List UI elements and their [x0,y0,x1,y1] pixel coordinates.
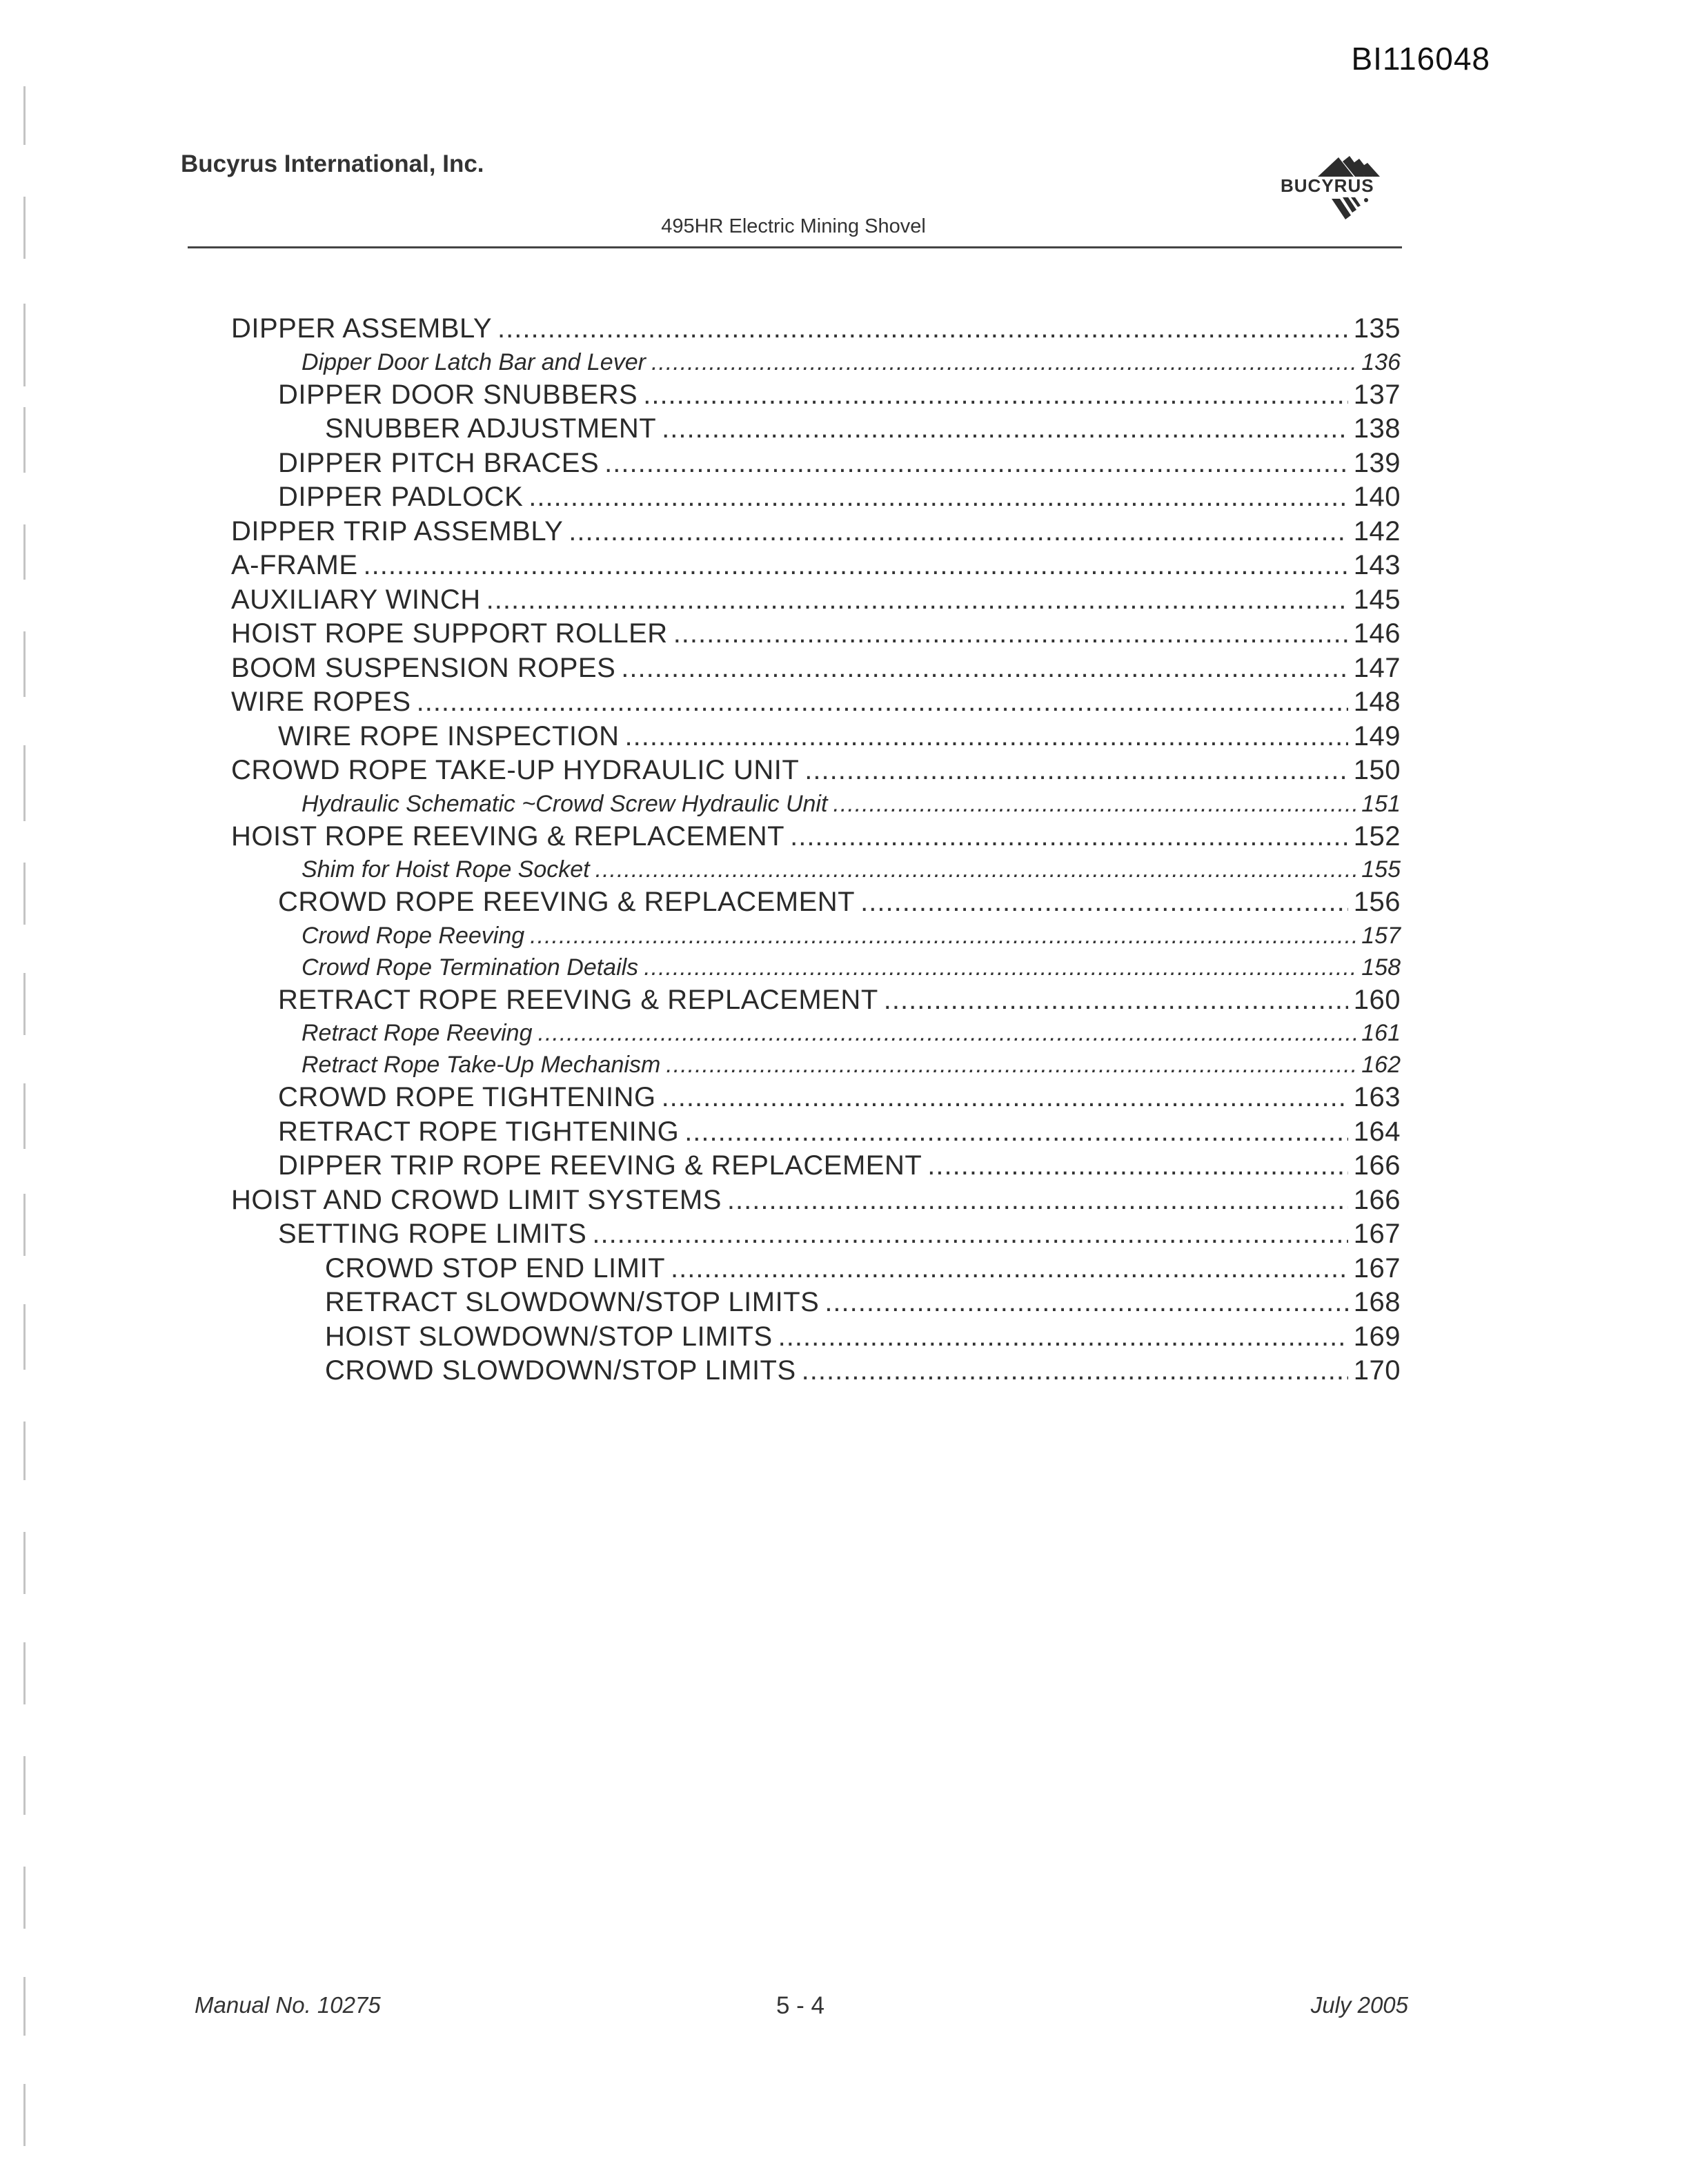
header-rule [188,246,1402,248]
toc-entry-title: Dipper Door Latch Bar and Lever [302,348,646,375]
toc-dot-leader [673,617,1348,651]
toc-entry-page: 143 [1353,550,1401,580]
toc-entry-title: WIRE ROPE INSPECTION [278,720,620,751]
toc-entry-page: 149 [1353,720,1401,751]
toc-dot-leader [529,480,1348,515]
toc-entry-page: 166 [1353,1150,1401,1181]
toc-entry-title: RETRACT ROPE TIGHTENING [278,1116,680,1147]
toc-entry-page: 155 [1361,856,1401,883]
toc-entry-page: 150 [1353,755,1401,785]
toc-entry [231,515,1401,549]
toc-entry-page: 170 [1353,1355,1401,1386]
toc-entry-page: 137 [1353,379,1401,410]
toc-entry-page: 135 [1353,313,1401,344]
toc-entry-title: CROWD ROPE REEVING & REPLACEMENT [278,887,856,917]
document-id: BI116048 [1351,41,1490,77]
toc-dot-leader [538,1017,1356,1049]
toc-entry-title: Retract Rope Reeving [302,1020,533,1046]
toc-entry-title: Crowd Rope Reeving [302,922,525,949]
toc-dot-leader [778,1320,1348,1355]
toc-dot-leader [802,1354,1348,1388]
svg-text:BUCYRUS: BUCYRUS [1281,175,1374,196]
toc-entry [231,1286,1401,1320]
toc-entry-title: DIPPER DOOR SNUBBERS [278,379,638,410]
toc-entry [231,446,1401,481]
toc-entry-page: 157 [1361,922,1401,949]
toc-entry [231,854,1401,885]
toc-entry-title: CROWD SLOWDOWN/STOP LIMITS [325,1355,796,1386]
toc-dot-leader [662,1081,1348,1115]
toc-dot-leader [790,820,1348,854]
toc-entry [231,1252,1401,1286]
toc-dot-leader [833,788,1356,820]
toc-entry [231,1081,1401,1115]
toc-entry [231,378,1401,413]
toc-dot-leader [884,983,1348,1018]
toc-entry-title: RETRACT SLOWDOWN/STOP LIMITS [325,1287,820,1317]
toc-entry [231,412,1401,446]
toc-dot-leader [727,1183,1348,1218]
toc-entry [231,583,1401,618]
toc-entry-title: AUXILIARY WINCH [231,584,481,615]
toc-entry-title: RETRACT ROPE REEVING & REPLACEMENT [278,984,878,1015]
toc-entry-title: SNUBBER ADJUSTMENT [325,413,657,444]
toc-entry-title: CROWD ROPE TIGHTENING [278,1082,656,1112]
toc-entry-page: 167 [1353,1219,1401,1249]
document-subtitle: 495HR Electric Mining Shovel [661,215,926,237]
toc-entry-title: DIPPER ASSEMBLY [231,313,493,344]
toc-entry-page: 145 [1353,584,1401,615]
toc-dot-leader [824,1286,1347,1320]
toc-entry-title: WIRE ROPES [231,687,411,717]
toc-entry-title: DIPPER TRIP ASSEMBLY [231,515,564,547]
toc-entry-page: 161 [1361,1020,1401,1046]
toc-dot-leader [625,720,1348,754]
toc-entry-title: Crowd Rope Termination Details [302,954,639,981]
page-number: 5 - 4 [776,1992,825,2019]
toc-entry-title: BOOM SUSPENSION ROPES [231,652,616,683]
toc-entry [231,788,1401,820]
toc-entry-title: DIPPER TRIP ROPE REEVING & REPLACEMENT [278,1150,922,1181]
toc-entry-title: DIPPER PADLOCK [278,482,524,512]
toc-dot-leader [666,1049,1356,1081]
toc-entry [231,720,1401,754]
toc-entry-page: 138 [1353,413,1401,444]
toc-dot-leader [417,685,1348,720]
toc-entry-page: 166 [1353,1184,1401,1215]
binder-hole-marks [23,0,28,2184]
toc-entry [231,685,1401,720]
toc-dot-leader [671,1252,1348,1286]
toc-entry-page: 140 [1353,482,1401,512]
toc-dot-leader [684,1115,1348,1150]
toc-dot-leader [927,1149,1347,1183]
toc-dot-leader [497,312,1348,346]
toc-entry-page: 146 [1353,618,1401,649]
toc-entry-title: Shim for Hoist Rope Socket [302,856,590,883]
toc-entry-page: 139 [1353,447,1401,478]
toc-entry [231,346,1401,378]
toc-entry [231,920,1401,952]
toc-dot-leader [644,952,1356,983]
toc-dot-leader [651,346,1356,378]
toc-entry-title: A-FRAME [231,550,358,580]
toc-entry [231,1115,1401,1150]
toc-entry-title: Retract Rope Take-Up Mechanism [302,1052,661,1078]
table-of-contents [231,312,1401,1388]
toc-entry-page: 152 [1353,820,1401,852]
toc-entry [231,1049,1401,1081]
toc-dot-leader [662,412,1348,446]
toc-entry [231,1217,1401,1252]
toc-dot-leader [860,885,1348,920]
toc-entry [231,480,1401,515]
toc-entry-title: CROWD ROPE TAKE-UP HYDRAULIC UNIT [231,755,800,785]
toc-dot-leader [569,515,1347,549]
toc-entry-page: 136 [1361,348,1401,375]
toc-entry-page: 147 [1353,652,1401,683]
toc-dot-leader [486,583,1348,618]
toc-entry [231,952,1401,983]
toc-dot-leader [621,651,1347,686]
toc-entry [231,617,1401,651]
toc-entry [231,1320,1401,1355]
toc-entry [231,754,1401,788]
toc-entry [231,1183,1401,1218]
toc-entry [231,820,1401,854]
toc-entry-page: 142 [1353,515,1401,547]
toc-dot-leader [592,1217,1347,1252]
toc-entry [231,885,1401,920]
toc-entry-page: 158 [1361,954,1401,981]
company-name: Bucyrus International, Inc. [181,150,484,177]
toc-entry-title: HOIST AND CROWD LIMIT SYSTEMS [231,1184,722,1215]
toc-entry [231,651,1401,686]
toc-dot-leader [364,549,1348,583]
toc-entry-page: 156 [1353,887,1401,917]
toc-dot-leader [595,854,1356,885]
toc-entry [231,549,1401,583]
toc-entry-title: SETTING ROPE LIMITS [278,1219,587,1249]
toc-entry-title: DIPPER PITCH BRACES [278,447,600,478]
toc-entry-page: 168 [1353,1287,1401,1317]
toc-entry-page: 160 [1353,984,1401,1015]
toc-entry-title: HOIST SLOWDOWN/STOP LIMITS [325,1321,773,1352]
toc-entry-page: 169 [1353,1321,1401,1352]
toc-dot-leader [530,920,1356,952]
toc-entry-page: 148 [1353,687,1401,717]
toc-entry [231,312,1401,346]
toc-entry-title: HOIST ROPE REEVING & REPLACEMENT [231,820,785,852]
toc-entry-page: 164 [1353,1116,1401,1147]
toc-entry-title: CROWD STOP END LIMIT [325,1252,666,1283]
toc-dot-leader [804,754,1347,788]
toc-entry-title: Hydraulic Schematic ~Crowd Screw Hydraulic Unit [302,790,828,817]
toc-entry [231,1354,1401,1388]
toc-entry-page: 163 [1353,1082,1401,1112]
toc-dot-leader [643,378,1348,413]
publication-date: July 2005 [1310,1992,1408,2018]
manual-number: Manual No. 10275 [195,1992,381,2018]
toc-entry [231,983,1401,1018]
toc-entry-page: 162 [1361,1052,1401,1078]
toc-entry-page: 167 [1353,1252,1401,1283]
toc-entry-page: 151 [1361,790,1401,817]
toc-entry [231,1017,1401,1049]
toc-entry-title: HOIST ROPE SUPPORT ROLLER [231,618,668,649]
toc-entry [231,1149,1401,1183]
toc-dot-leader [604,446,1348,481]
